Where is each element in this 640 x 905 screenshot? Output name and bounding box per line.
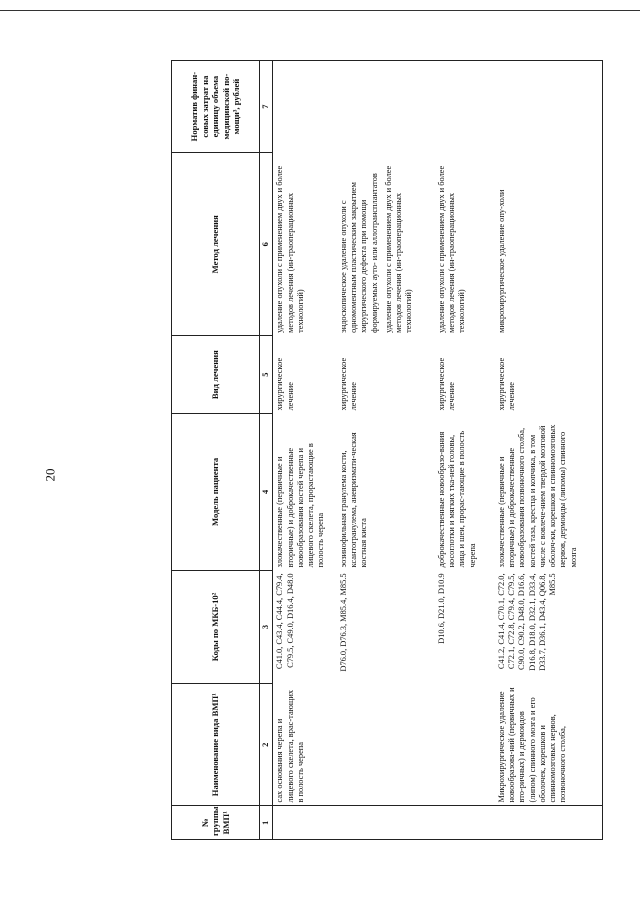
table-row bbox=[495, 61, 603, 840]
header-treatment-type: Вид лечения bbox=[172, 336, 260, 413]
treatment-method-item: эндоскопическое удаление опухоли с одномоментным пластическим закрытием хирургического дефекта при помощи формируемых ауто- или аллотрансплантатов bbox=[338, 173, 379, 333]
treatment-method-cell: удаление опухоли с применением двух и более методов лечения (ин-траоперационных технологий) bbox=[436, 165, 467, 333]
treatment-method-cell: микрохирургическое удаление опу-холи bbox=[495, 153, 603, 336]
vmp-table bbox=[171, 60, 603, 840]
patient-model-cell: эозинофильная гранулема кости, ксантогранулема, аневризмати-ческая костная киста bbox=[338, 432, 369, 568]
column-number: 7 bbox=[260, 61, 273, 153]
rotated-table-area bbox=[171, 60, 611, 840]
treatment-type-cell: хирургическое лечение bbox=[436, 357, 456, 411]
continuation-text: сах основания черепа и лицевого скелета, врас-тающих в полость черепа bbox=[273, 684, 337, 807]
table-row bbox=[337, 61, 435, 840]
header-cost-standard: Норматив финан-совых затрат на единицу объема медицинской по-мощи³, рублей bbox=[172, 61, 260, 153]
icd-codes-cell: D76.0, D76.3, M85.4, M85.5 bbox=[338, 573, 348, 672]
header-treatment-method: Метод лечения bbox=[172, 153, 260, 336]
header-group-number: № группы ВМП¹ bbox=[172, 806, 260, 840]
icd-codes-cell: C41.0, C43.4, C44.4, C79.4, C79.5, C49.0, D16.4, D48.0 bbox=[275, 573, 295, 670]
column-number: 5 bbox=[260, 336, 273, 413]
table-row bbox=[435, 61, 495, 840]
page-number: 20 bbox=[42, 468, 58, 482]
patient-model-cell: злокачественные (первичные и вторичные) и доброкачественные новообразования костей черепа и лицевого скелета, прорастающие в полость черепа bbox=[275, 443, 326, 568]
icd-codes-cell: C41.2, C41.4, C70.1, C72.0, C72.1, C72.8, C79.4, C79.5, C90.0, C90.2, D48.0, D16.6, D16.8, D18.0, D32.1, D33.4, D33.7, D36.1, D43.4, Q06.8, M85.5 bbox=[495, 570, 603, 683]
treatment-method-cell bbox=[337, 153, 435, 336]
table-row bbox=[273, 61, 337, 840]
header-patient-model: Модель пациента bbox=[172, 413, 260, 570]
page-top-rule bbox=[0, 10, 640, 11]
column-number-row bbox=[260, 61, 273, 840]
header-row bbox=[172, 61, 260, 840]
icd-codes-cell: D10.6, D21.0, D10.9 bbox=[436, 573, 446, 644]
treatment-type-cell: хирургическое лечение bbox=[338, 357, 358, 411]
column-number: 2 bbox=[260, 684, 273, 807]
column-number: 6 bbox=[260, 153, 273, 336]
treatment-method-item: удаление опухоли с применением двух и более методов лечения (ин-траоперационных технологий) bbox=[383, 165, 414, 333]
column-number: 4 bbox=[260, 413, 273, 570]
column-number: 1 bbox=[260, 806, 273, 840]
patient-model-cell: доброкачественные новообразо-вания носоглотки и мягких тка-ней головы, лица и шеи, прорас-тающие в полость черепа bbox=[436, 430, 477, 568]
treatment-type-cell: хирургическое лечение bbox=[495, 336, 603, 413]
treatment-type-cell: хирургическое лечение bbox=[275, 357, 295, 411]
header-vmp-name: Наименование вида ВМП¹ bbox=[172, 684, 260, 807]
header-icd-codes: Коды по МКБ-10² bbox=[172, 570, 260, 683]
vmp-name-cell: Микрохирургическое удаление новообразова-ний (первичных и вто-ричных) и дермоидов (липом) спинного мозга и его оболочек, корешков и спинномозговых нервов, позвоночного столба, bbox=[495, 684, 603, 807]
patient-model-cell: злокачественные (первичные и вторичные) и доброкачественные новообразования позвоночного столба, костей таза, крестца и копчика, в том числе с вовлече-нием твердой мозговой оболоч-ки, корешков и спинномозговых нервов, дермоиды (липомы) спинного мозга bbox=[495, 413, 603, 570]
treatment-method-cell: удаление опухоли с применением двух и более методов лечения (ин-траоперационных технологий) bbox=[275, 165, 305, 333]
column-number: 3 bbox=[260, 570, 273, 683]
